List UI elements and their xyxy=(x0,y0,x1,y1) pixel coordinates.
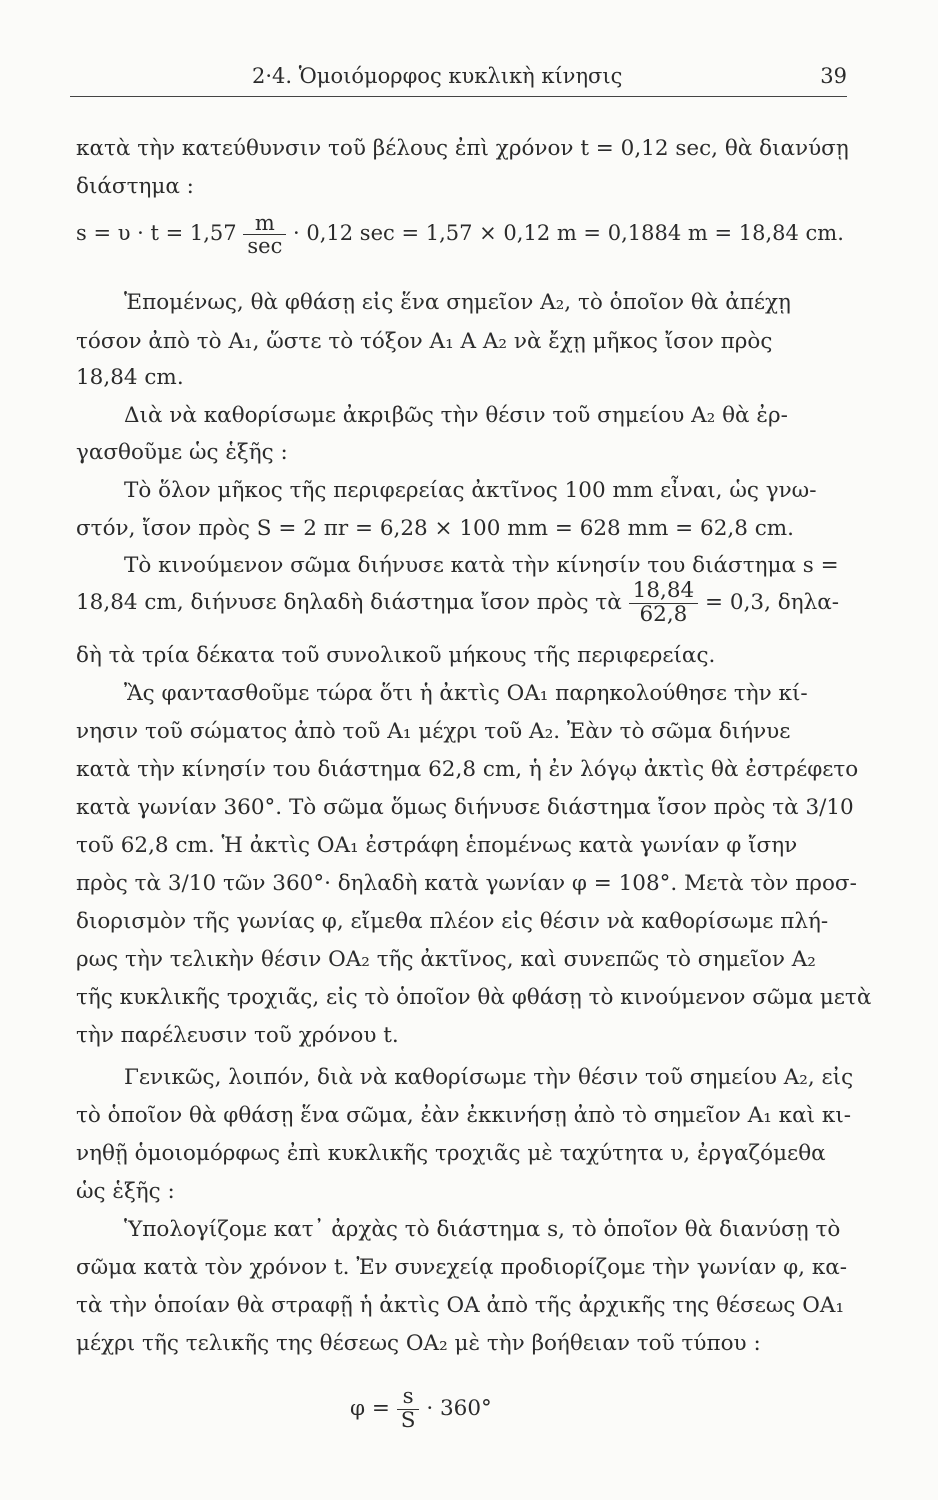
text-line: δὴ τὰ τρία δέκατα τοῦ συνολικοῦ μήκους τῆς περιφερείας. xyxy=(76,643,716,668)
text-line: Διὰ νὰ καθορίσωμε ἀκριβῶς τὴν θέσιν τοῦ σημείου A₂ θὰ ἐρ- xyxy=(124,403,788,428)
text-line: ὡς ἑξῆς : xyxy=(76,1179,175,1204)
equation-rhs: · 360° xyxy=(426,1396,492,1422)
text-line: κατὰ γωνίαν 360°. Τὸ σῶμα ὅμως διήνυσε διάστημα ἴσον πρὸς τὰ 3/10 xyxy=(76,795,854,820)
equation-lhs: s = υ · t = 1,57 xyxy=(76,221,237,246)
text-line: πρὸς τὰ 3/10 τῶν 360°· δηλαδὴ κατὰ γωνίαν φ = 108°. Μετὰ τὸν προσ- xyxy=(76,871,857,896)
text-line: Γενικῶς, λοιπόν, διὰ νὰ καθορίσωμε τὴν θέσιν τοῦ σημείου A₂, εἰς xyxy=(124,1065,854,1090)
text-line: στόν, ἴσον πρὸς S = 2 πr = 6,28 × 100 mm = 628 mm = 62,8 cm. xyxy=(76,516,794,541)
text-line: 18,84 cm. xyxy=(76,365,184,390)
fraction-s-over-S xyxy=(397,1386,420,1432)
text-line: νηθῇ ὁμοιομόρφως ἐπὶ κυκλικῆς τροχιᾶς μὲ ταχύτητα υ, ἐργαζόμεθα xyxy=(76,1141,826,1166)
fraction-m-per-sec xyxy=(243,212,286,257)
text-line: διάστημα : xyxy=(76,174,194,199)
fraction-numerator: m xyxy=(254,211,275,235)
text-line: τὸ ὁποῖον θὰ φθάσῃ ἕνα σῶμα, ἐὰν ἐκκινήσῃ ἀπὸ τὸ σημεῖον A₁ καὶ κι- xyxy=(76,1103,852,1128)
chapter-title: 2·4. Ὁμοιόμορφος κυκλικὴ κίνησις xyxy=(252,64,623,88)
text-line: τῆς κυκλικῆς τροχιᾶς, εἰς τὸ ὁποῖον θὰ φθάσῃ τὸ κινούμενον σῶμα μετὰ xyxy=(76,985,872,1010)
text-line: κατὰ τὴν κίνησίν του διάστημα 62,8 cm, ἡ ἐν λόγῳ ἀκτὶς θὰ ἐστρέφετο xyxy=(76,757,859,782)
equation-text: = 0,3, δηλα- xyxy=(705,590,839,616)
text-line: διορισμὸν τῆς γωνίας φ, εἴμεθα πλέον εἰς θέσιν νὰ καθορίσωμε πλή- xyxy=(76,909,829,934)
text-line: νησιν τοῦ σώματος ἀπὸ τοῦ A₁ μέχρι τοῦ A₂. Ἐὰν τὸ σῶμα διήνυε xyxy=(76,719,791,744)
text-line: μέχρι τῆς τελικῆς της θέσεως OA₂ μὲ τὴν βοήθειαν τοῦ τύπου : xyxy=(76,1331,761,1356)
equation-rhs: · 0,12 sec = 1,57 × 0,12 m = 0,1884 m = 18,84 cm. xyxy=(293,221,844,246)
fraction-denominator: sec xyxy=(243,234,286,257)
equation-lhs: φ = xyxy=(350,1396,390,1422)
fraction-numerator: 18,84 xyxy=(632,578,695,603)
fraction-ratio xyxy=(629,580,699,626)
equation-text: 18,84 cm, διήνυσε δηλαδὴ διάστημα ἴσον πρὸς τὰ xyxy=(76,590,622,616)
fraction-numerator: s xyxy=(402,1384,414,1409)
text-line: σῶμα κατὰ τὸν χρόνον t. Ἐν συνεχείᾳ προδιορίζομε τὴν γωνίαν φ, κα- xyxy=(76,1255,848,1280)
text-line: τόσον ἀπὸ τὸ A₁, ὥστε τὸ τόξον A₁ A A₂ νὰ ἔχῃ μῆκος ἴσον πρὸς xyxy=(76,329,773,354)
text-line: Τὸ κινούμενον σῶμα διήνυσε κατὰ τὴν κίνησίν του διάστημα s = xyxy=(124,553,839,578)
text-line: Ἑπομένως, θὰ φθάσῃ εἰς ἕνα σημεῖον A₂, τὸ ὁποῖον θὰ ἀπέχῃ xyxy=(124,290,791,315)
text-line: Ἂς φαντασθοῦμε τώρα ὅτι ἡ ἀκτὶς OA₁ παρηκολούθησε τὴν κί- xyxy=(124,681,808,706)
text-line: κατὰ τὴν κατεύθυνσιν τοῦ βέλους ἐπὶ χρόνον t = 0,12 sec, θὰ διανύσῃ xyxy=(76,136,849,161)
text-line: τὴν παρέλευσιν τοῦ χρόνου t. xyxy=(76,1023,399,1048)
equation-ratio xyxy=(76,580,839,626)
running-header xyxy=(70,62,847,97)
text-line: γασθοῦμε ὡς ἑξῆς : xyxy=(76,440,288,465)
text-line: ρως τὴν τελικὴν θέσιν OA₂ τῆς ἀκτῖνος, καὶ συνεπῶς τὸ σημεῖον A₂ xyxy=(76,947,816,972)
text-line: τοῦ 62,8 cm. Ἡ ἀκτὶς OA₁ ἐστράφη ἑπομένως κατὰ γωνίαν φ ἴσην xyxy=(76,833,798,858)
equation-distance xyxy=(76,212,844,257)
page-number: 39 xyxy=(820,64,847,88)
text-line: Τὸ ὅλον μῆκος τῆς περιφερείας ἀκτῖνος 100 mm εἶναι, ὡς γνω- xyxy=(124,478,817,503)
text-line: Ὑπολογίζομε κατ᾽ ἀρχὰς τὸ διάστημα s, τὸ ὁποῖον θὰ διανύσῃ τὸ xyxy=(124,1217,841,1242)
fraction-denominator: S xyxy=(397,1409,420,1433)
text-line: τὰ τὴν ὁποίαν θὰ στραφῇ ἡ ἀκτὶς OA ἀπὸ τῆς ἀρχικῆς της θέσεως OA₁ xyxy=(76,1293,845,1318)
equation-angle xyxy=(350,1386,492,1432)
fraction-denominator: 62,8 xyxy=(629,603,699,627)
